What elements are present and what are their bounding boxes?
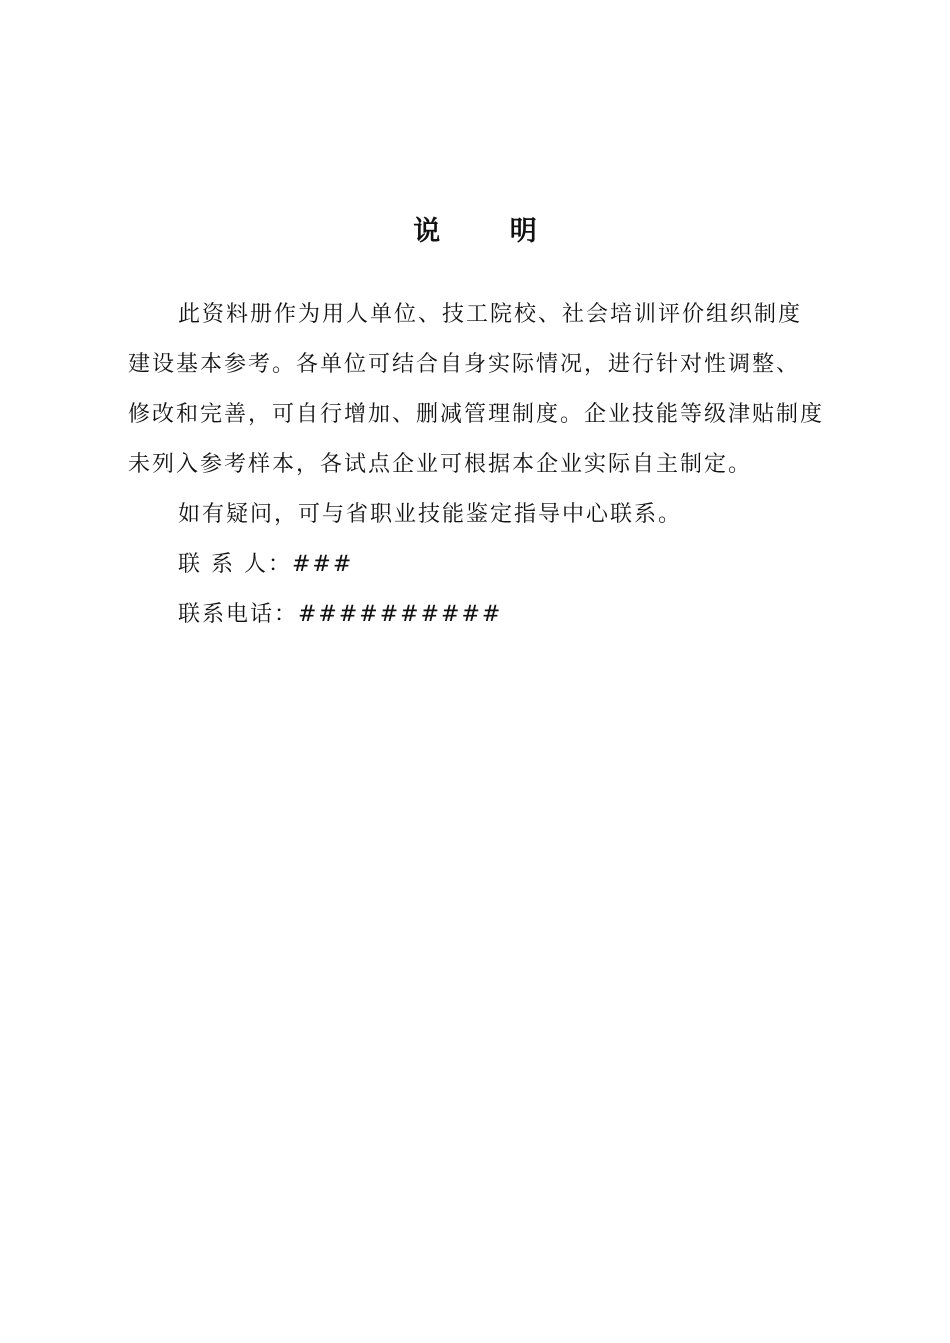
paragraph-line: 建设基本参考。各单位可结合自身实际情况，进行针对性调整、 <box>128 352 801 377</box>
paragraph-line: 修改和完善，可自行增加、删减管理制度。企业技能等级津贴制度 <box>128 402 825 427</box>
paragraph-line: 未列入参考样本，各试点企业可根据本企业实际自主制定。 <box>128 452 753 477</box>
page-title: 说 明 <box>413 216 567 247</box>
paragraph-line: 此资料册作为用人单位、技工院校、社会培训评价组织制度 <box>178 302 803 327</box>
intro-paragraph <box>128 290 828 490</box>
contact-phone: 联系电话：########## <box>178 602 503 627</box>
contact-person: 联 系 人：### <box>178 552 354 577</box>
document-body <box>128 290 828 640</box>
inquiry-paragraph: 如有疑问，可与省职业技能鉴定指导中心联系。 <box>178 502 683 527</box>
